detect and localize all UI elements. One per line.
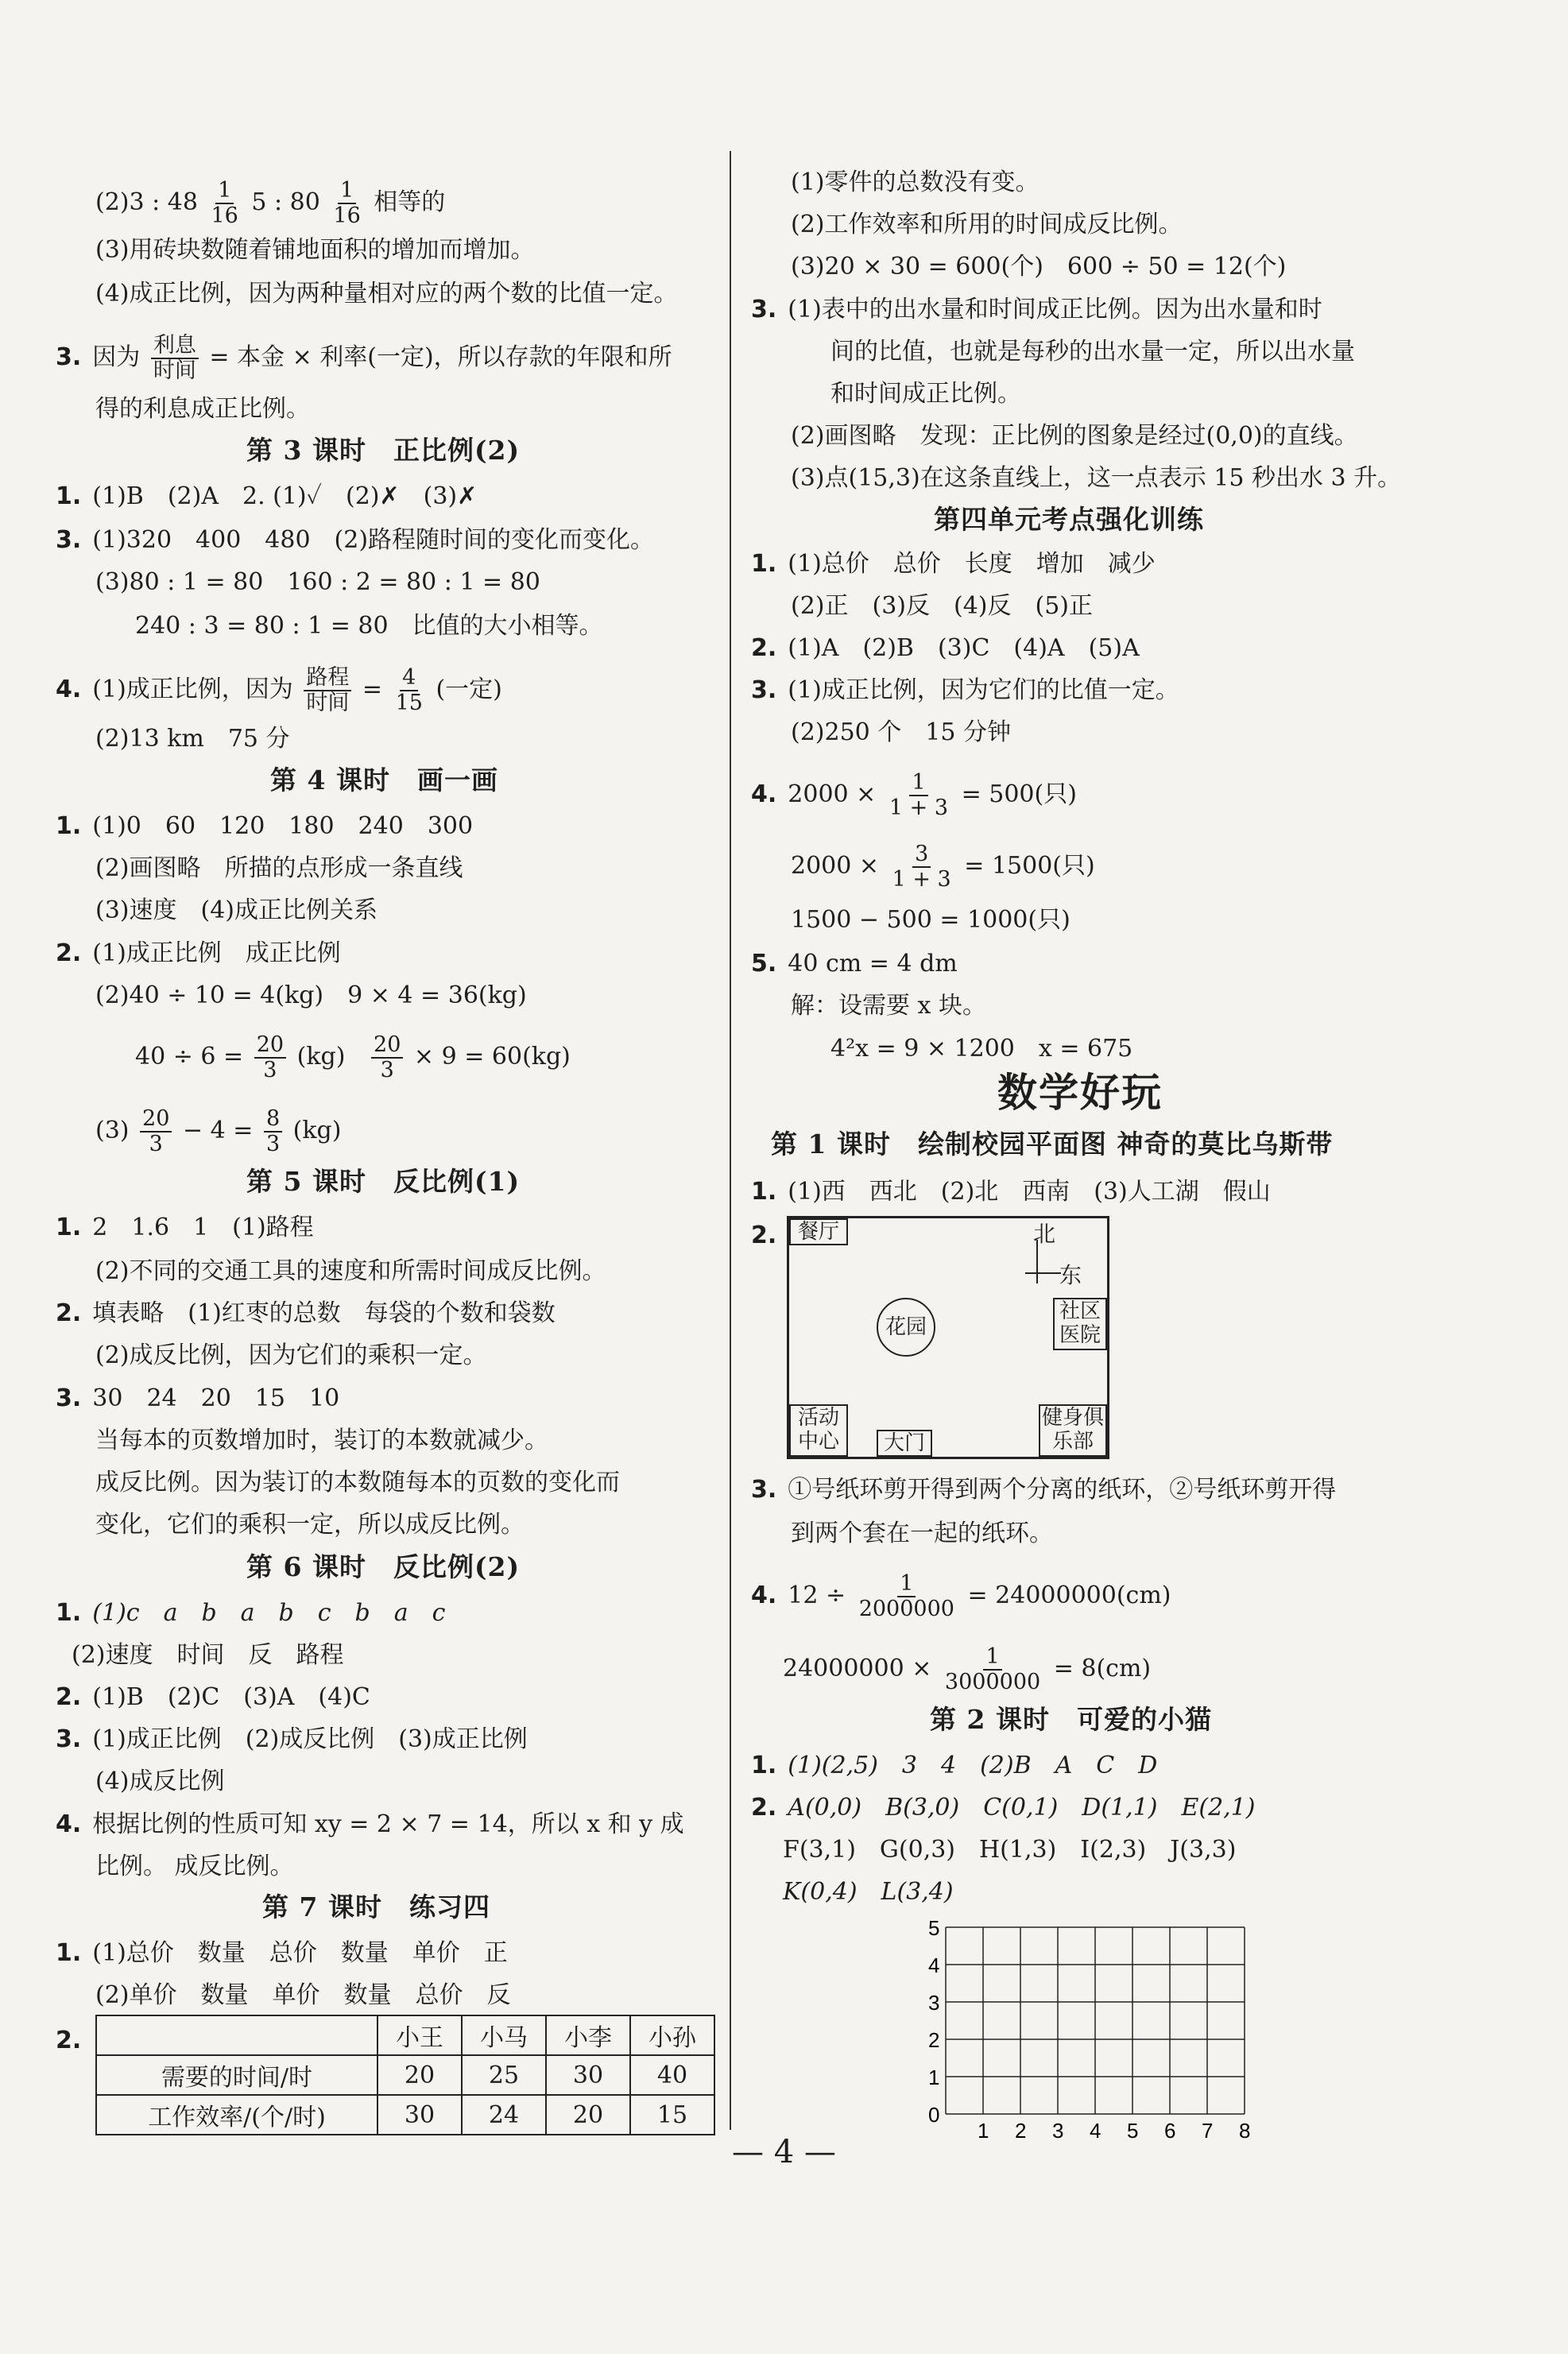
- table-cell: 20: [377, 2055, 462, 2095]
- fraction: $\frac{8}{3}$: [264, 1107, 282, 1156]
- line: (3)用砖块数随着铺地面积的增加而增加。: [95, 236, 535, 264]
- table-cell: 40: [630, 2055, 714, 2095]
- line: 4. 根据比例的性质可知 xy = 2 × 7 = 14，所以 x 和 y 成: [56, 1810, 684, 1838]
- section-heading: 第 6 课时 反比例(2): [246, 1551, 521, 1582]
- line: (4)成反比例: [95, 1767, 225, 1795]
- line: 1. (1)0 60 120 180 240 300: [56, 812, 474, 840]
- grid-y-tick: 4: [928, 1953, 940, 1977]
- grid-y-tick: 3: [928, 1991, 940, 2015]
- table-cell: 30: [546, 2055, 630, 2095]
- line: 2000 × $\frac{3}{1 + 3}$ = 1500(只): [791, 842, 1095, 892]
- table-cell: 小马: [462, 2015, 546, 2055]
- line: (2)速度 时间 反 路程: [72, 1641, 344, 1669]
- grid-origin-label: 0: [928, 2103, 940, 2127]
- line: (3)80 : 1 = 80 160 : 2 = 80 : 1 = 80: [95, 568, 540, 596]
- fraction: $\frac{\text{路程}}{\text{时间}}$: [304, 666, 351, 715]
- line: (3) $\frac{20}{3}$ − 4 = $\frac{8}{3}$ (kg): [95, 1106, 342, 1156]
- line: 2. A(0,0) B(3,0) C(0,1) D(1,1) E(2,1): [751, 1794, 1256, 1822]
- line: 2. (1)成正比例 成正比例: [56, 939, 341, 967]
- line: 当每本的页数增加时，装订的本数就减少。: [95, 1427, 548, 1454]
- table-cell: 24: [462, 2095, 546, 2135]
- line: (2)不同的交通工具的速度和所需时间成反比例。: [95, 1257, 606, 1285]
- table-cell: 小王: [377, 2015, 462, 2055]
- table-cell: 15: [630, 2095, 714, 2135]
- grid-y-tick: 2: [928, 2028, 940, 2052]
- line: 4²x = 9 × 1200 x = 675: [830, 1035, 1133, 1063]
- fraction: $\frac{20}{3}$: [254, 1033, 286, 1082]
- line: (3)20 × 30 = 600(个) 600 ÷ 50 = 12(个): [791, 253, 1287, 281]
- line: (2)单价 数量 单价 数量 总价 反: [95, 1981, 511, 2009]
- section-heading: 第 7 课时 练习四: [262, 1891, 490, 1922]
- line: 解：设需要 x 块。: [791, 992, 986, 1020]
- line: 3. (1)表中的出水量和时间成正比例。因为出水量和时: [751, 296, 1322, 323]
- section-heading: 第 1 课时 绘制校园平面图 神奇的莫比乌斯带: [771, 1129, 1334, 1160]
- section-heading: 第 2 课时 可爱的小猫: [930, 1704, 1212, 1735]
- line: 4. 12 ÷ $\frac{1}{2000000}$ = 24000000(cm): [751, 1571, 1171, 1621]
- line: 240 : 3 = 80 : 1 = 80 比值的大小相等。: [135, 612, 603, 640]
- line: 1. (1)总价 数量 总价 数量 单价 正: [56, 1939, 508, 1967]
- gate-label: 大门: [877, 1430, 932, 1457]
- line: 2. 填表略 (1)红枣的总数 每袋的个数和袋数: [56, 1299, 556, 1327]
- grid-x-tick: 3: [1052, 2119, 1064, 2143]
- data-table: [95, 2015, 715, 2135]
- line: 1. (1)c a b a b c b a c: [56, 1599, 446, 1627]
- grid-x-tick: 7: [1202, 2119, 1214, 2143]
- line: 40 ÷ 6 = $\frac{20}{3}$ (kg) $\frac{20}{3}$ × 9 = 60(kg): [135, 1032, 571, 1082]
- line: 5. 40 cm = 4 dm: [751, 950, 958, 978]
- table-row: [96, 2095, 714, 2135]
- line: 2.: [751, 1222, 777, 1249]
- line: 24000000 × $\frac{1}{3000000}$ = 8(cm): [783, 1644, 1152, 1694]
- grid-x-tick: 1: [978, 2119, 989, 2143]
- line: 3. (1)成正比例，因为它们的比值一定。: [751, 676, 1179, 704]
- line: 2. (1)B (2)C (3)A (4)C: [56, 1683, 370, 1711]
- line: 4. (1)成正比例，因为 $\frac{\text{路程}}{\text{时间}}$ = $\frac{4}{15}$ (一定): [56, 665, 502, 715]
- line: 到两个套在一起的纸环。: [791, 1520, 1053, 1547]
- line: (2)3 : 48 $\frac{1}{16}$ 5 : 80 $\frac{1}{16}$ 相等的: [95, 178, 446, 228]
- grid-x-tick: 5: [1127, 2119, 1139, 2143]
- line: (2)画图略 所描的点形成一条直线: [95, 854, 463, 882]
- line: 2.: [56, 2027, 82, 2054]
- line: (2)40 ÷ 10 = 4(kg) 9 × 4 = 36(kg): [95, 981, 527, 1009]
- line: (2)成反比例，因为它们的乘积一定。: [95, 1342, 487, 1369]
- fraction: $\frac{1}{16}$: [211, 178, 238, 228]
- table-header-row: [96, 2015, 714, 2055]
- line: 4. 2000 × $\frac{1}{1 + 3}$ = 500(只): [751, 770, 1077, 820]
- column-divider: [730, 151, 731, 2130]
- line: 1. (1)西 西北 (2)北 西南 (3)人工湖 假山: [751, 1178, 1271, 1206]
- line: (2)工作效率和所用的时间成反比例。: [791, 211, 1183, 238]
- compass-icon: [1025, 1240, 1065, 1287]
- line: 1. (1)总价 总价 长度 增加 减少: [751, 550, 1156, 578]
- line: 3. (1)320 400 480 (2)路程随时间的变化而变化。: [56, 526, 655, 554]
- fraction: $\frac{1}{3000000}$: [944, 1644, 1041, 1694]
- fraction: $\frac{20}{3}$: [371, 1033, 403, 1082]
- garden-label: 花园: [877, 1298, 935, 1357]
- line: 比例。 成反比例。: [95, 1853, 294, 1880]
- table-cell: 20: [546, 2095, 630, 2135]
- fraction: $\frac{3}{1 + 3}$: [892, 842, 951, 892]
- line: F(3,1) G(0,3) H(1,3) I(2,3) J(3,3): [783, 1836, 1237, 1864]
- grid-x-tick: 4: [1090, 2119, 1101, 2143]
- line: 1. 2 1.6 1 (1)路程: [56, 1214, 314, 1241]
- line: (2)画图略 发现：正比例的图象是经过(0,0)的直线。: [791, 422, 1358, 450]
- line: 1. (1)(2,5) 3 4 (2)B A C D: [751, 1752, 1158, 1779]
- section-heading: 第 4 课时 画一画: [270, 765, 498, 796]
- table-cell: 小李: [546, 2015, 630, 2055]
- line: (3)速度 (4)成正比例关系: [95, 896, 377, 924]
- grid-x-tick: 6: [1164, 2119, 1176, 2143]
- line: K(0,4) L(3,4): [783, 1878, 954, 1906]
- line: 1500 − 500 = 1000(只): [791, 906, 1070, 934]
- line: (1)零件的总数没有变。: [791, 168, 1040, 196]
- grid-x-tick: 2: [1015, 2119, 1027, 2143]
- table-row: [96, 2055, 714, 2095]
- grid-y-tick: 5: [928, 1916, 940, 1940]
- line: 3. (1)成正比例 (2)成反比例 (3)成正比例: [56, 1725, 528, 1753]
- table-cell: 需要的时间/时: [96, 2055, 377, 2095]
- line: 变化，它们的乘积一定，所以成反比例。: [95, 1511, 525, 1539]
- table-cell: 30: [377, 2095, 462, 2135]
- fraction: $\frac{\text{利息}}{\text{时间}}$: [151, 334, 199, 383]
- section-heading: 第 3 课时 正比例(2): [246, 435, 521, 466]
- line: (2)13 km 75 分: [95, 725, 290, 753]
- fraction: $\frac{1}{16}$: [333, 178, 361, 228]
- activity-center-label: 活动中心: [789, 1404, 848, 1457]
- line: (2)250 个 15 分钟: [791, 718, 1012, 746]
- table-cell: 小孙: [630, 2015, 714, 2055]
- line: 3. 30 24 20 15 10: [56, 1384, 340, 1412]
- section-heading: 第四单元考点强化训练: [934, 504, 1204, 535]
- line: 3. ①号纸环剪开得到两个分离的纸环，②号纸环剪开得: [751, 1476, 1337, 1504]
- fraction: $\frac{1}{2000000}$: [858, 1571, 954, 1621]
- line: 1. (1)B (2)A 2. (1)✓ (2)✗ (3)✗: [56, 482, 478, 510]
- north-label: 北: [1033, 1221, 1056, 1247]
- grid-y-tick: 1: [928, 2066, 940, 2089]
- line: (2)正 (3)反 (4)反 (5)正: [791, 592, 1093, 620]
- canteen-label: 餐厅: [789, 1218, 848, 1245]
- fraction: $\frac{1}{1 + 3}$: [889, 770, 949, 820]
- coordinate-grid: [914, 1915, 1280, 2146]
- line: 和时间成正比例。: [830, 380, 1021, 408]
- section-heading: 第 5 课时 反比例(1): [246, 1166, 521, 1197]
- clinic-label: 社区医院: [1053, 1298, 1107, 1350]
- chapter-title: 数学好玩: [997, 1069, 1163, 1116]
- table-cell: [96, 2015, 377, 2055]
- question-3: 3. 因为 $\frac{\text{利息}}{\text{时间}}$ = 本金 × 利率(一定)，所以存款的年限和所: [56, 333, 672, 383]
- grid-x-tick: 8: [1239, 2119, 1251, 2143]
- east-label: 东: [1059, 1262, 1082, 1288]
- fraction: $\frac{4}{15}$: [395, 665, 423, 715]
- fraction: $\frac{20}{3}$: [140, 1107, 172, 1156]
- line: 2. (1)A (2)B (3)C (4)A (5)A: [751, 634, 1140, 662]
- line: (3)点(15,3)在这条直线上，这一点表示 15 秒出水 3 升。: [791, 464, 1402, 492]
- line: 得的利息成正比例。: [95, 395, 310, 423]
- line: 成反比例。因为装订的本数随每本的页数的变化而: [95, 1469, 620, 1496]
- table-cell: 工作效率/(个/时): [96, 2095, 377, 2135]
- line: 间的比值，也就是每秒的出水量一定，所以出水量: [830, 338, 1355, 366]
- line: (4)成正比例，因为两种量相对应的两个数的比值一定。: [95, 280, 678, 308]
- table-cell: 25: [462, 2055, 546, 2095]
- page-number: — 4 —: [732, 2134, 836, 2170]
- gym-label: 健身俱乐部: [1039, 1404, 1107, 1457]
